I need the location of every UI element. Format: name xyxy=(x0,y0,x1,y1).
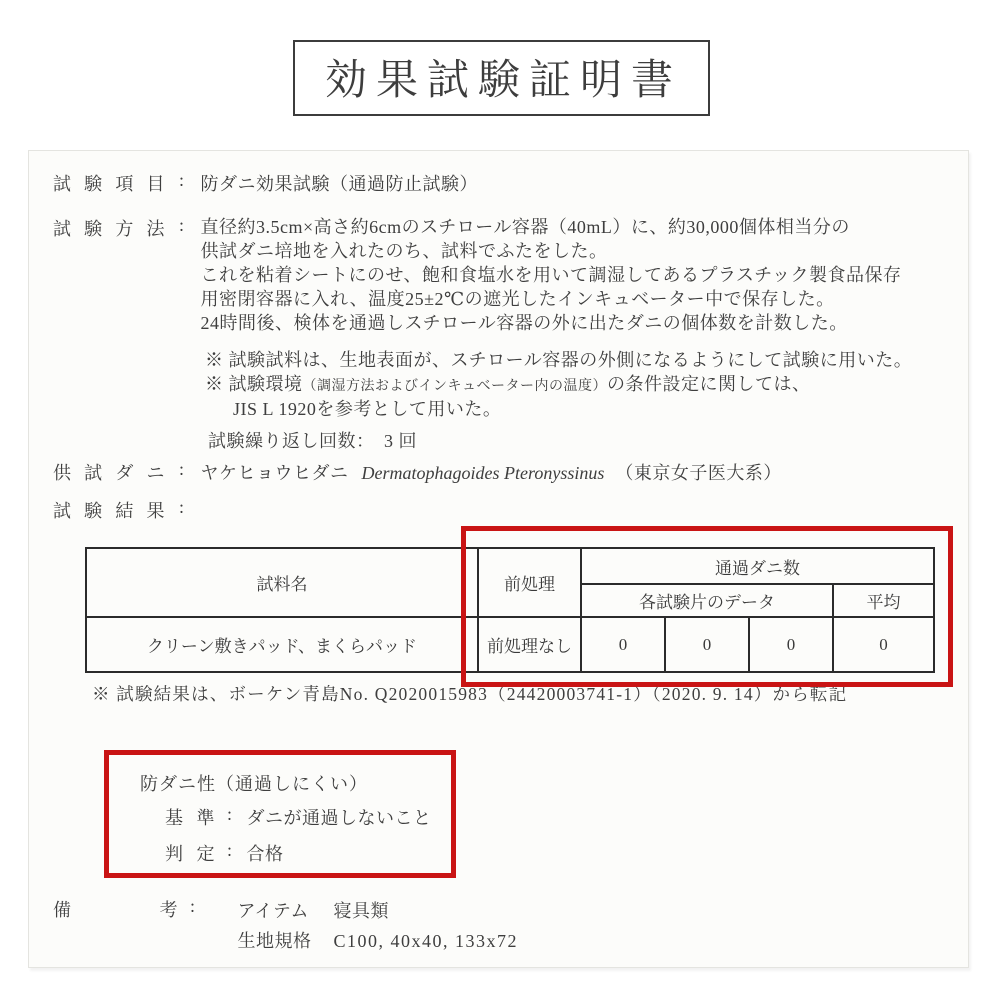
method-line-4: 用密閉容器に入れ、温度25±2℃の遮光したインキュベーター中で保存した。 xyxy=(200,289,835,309)
table-highlight-box xyxy=(461,526,953,687)
criteria-colon: : xyxy=(227,804,233,824)
test-method-colon: : xyxy=(179,215,185,235)
mite-name-jp: ヤケヒョウヒダニ xyxy=(200,463,349,483)
test-method-label: 試験方法 xyxy=(53,219,165,239)
test-mite-row xyxy=(53,459,782,485)
remarks-key-fabric: 生地規格 xyxy=(237,931,312,951)
mite-name-origin: （東京女子医大系） xyxy=(615,463,782,483)
col-header-piece-data: 各試験片のデータ xyxy=(581,584,833,617)
judgement-heading: 防ダニ性（通過しにくい） xyxy=(140,774,368,794)
judgement-box xyxy=(104,750,456,878)
test-item-label: 試験項目 xyxy=(53,174,165,194)
cell-value-2: 0 xyxy=(665,617,749,672)
title-box xyxy=(293,40,710,116)
test-item-colon: : xyxy=(179,170,185,190)
method-line-3: これを粘着シートにのせ、飽和食塩水を用いて調湿してあるプラスチック製食品保存 xyxy=(200,265,902,285)
test-item-value: 防ダニ効果試験（通過防止試験） xyxy=(200,174,479,194)
criteria-label: 基準 xyxy=(165,808,215,828)
test-result-colon: : xyxy=(179,497,185,517)
test-mite-value xyxy=(201,459,782,485)
remarks-fabric-row xyxy=(238,926,519,956)
test-result-label: 試験結果 xyxy=(53,501,165,521)
test-mite-colon: : xyxy=(179,459,185,479)
method-line-2: 供試ダニ培地を入れたのち、試料でふたをした。 xyxy=(200,241,608,261)
remarks-label: 備考 xyxy=(53,900,178,920)
repeat-count-line: 試験繰り返し回数： 3 回 xyxy=(208,431,417,451)
method-note-2-suffix: の条件設定に関しては、 xyxy=(607,373,811,394)
test-item-row xyxy=(53,170,478,196)
method-notes xyxy=(205,349,912,422)
method-note-1: ※ 試験試料は、生地表面が、スチロール容器の外側になるようにして試験に用いた。 xyxy=(205,350,913,370)
cell-pretreatment: 前処理なし xyxy=(478,617,581,672)
remarks-colon: : xyxy=(190,896,196,916)
remarks-item-row xyxy=(238,896,519,926)
test-method-row xyxy=(53,215,902,335)
page-title: 効果試験証明書 xyxy=(325,58,683,104)
remarks-value-item: 寝具類 xyxy=(333,901,390,921)
criteria-value: ダニが通過しないこと xyxy=(246,808,432,828)
table-footnote: ※ 試験結果は、ボーケン青島No. Q2020015983（24420003741-1）（2020. 9. 14）から転記 xyxy=(92,684,848,704)
verdict-value: 合格 xyxy=(246,844,284,864)
judgement-verdict-row xyxy=(165,840,284,866)
method-note-2-prefix: ※ 試験環境 xyxy=(205,373,303,394)
cell-value-1: 0 xyxy=(581,617,665,672)
remarks-row xyxy=(53,896,518,956)
method-note-2 xyxy=(205,373,912,399)
verdict-label: 判定 xyxy=(165,844,215,864)
cell-sample-name: クリーン敷きパッド、まくらパッド xyxy=(86,617,478,672)
method-line-1: 直径約3.5cm×高さ約6cmのスチロール容器（40mL）に、約30,000個体相当分の xyxy=(200,217,850,237)
col-header-sample: 試料名 xyxy=(86,548,478,617)
remarks-key-item: アイテム xyxy=(237,901,309,921)
mite-name-latin: Dermatophagoides Pteronyssinus xyxy=(361,463,605,483)
judgement-criteria-row xyxy=(165,804,432,830)
remarks-table xyxy=(238,896,519,956)
cell-value-3: 0 xyxy=(749,617,833,672)
col-header-average: 平均 xyxy=(833,584,934,617)
test-mite-label: 供試ダニ xyxy=(53,463,165,483)
method-line-5: 24時間後、検体を通過しスチロール容器の外に出たダニの個体数を計数した。 xyxy=(200,313,848,333)
method-note-2-parenthetical: （調湿方法およびインキュベーター内の温度） xyxy=(302,378,607,394)
test-result-row xyxy=(53,497,185,523)
verdict-colon: : xyxy=(227,840,233,860)
method-note-jis: JIS L 1920を参考として用いた。 xyxy=(233,399,502,419)
remarks-value-fabric: C100, 40x40, 133x72 xyxy=(333,931,519,951)
test-method-paragraph xyxy=(201,215,902,335)
col-header-pass-count: 通過ダニ数 xyxy=(581,548,934,584)
cell-average: 0 xyxy=(833,617,934,672)
col-header-pretreatment: 前処理 xyxy=(478,548,581,617)
